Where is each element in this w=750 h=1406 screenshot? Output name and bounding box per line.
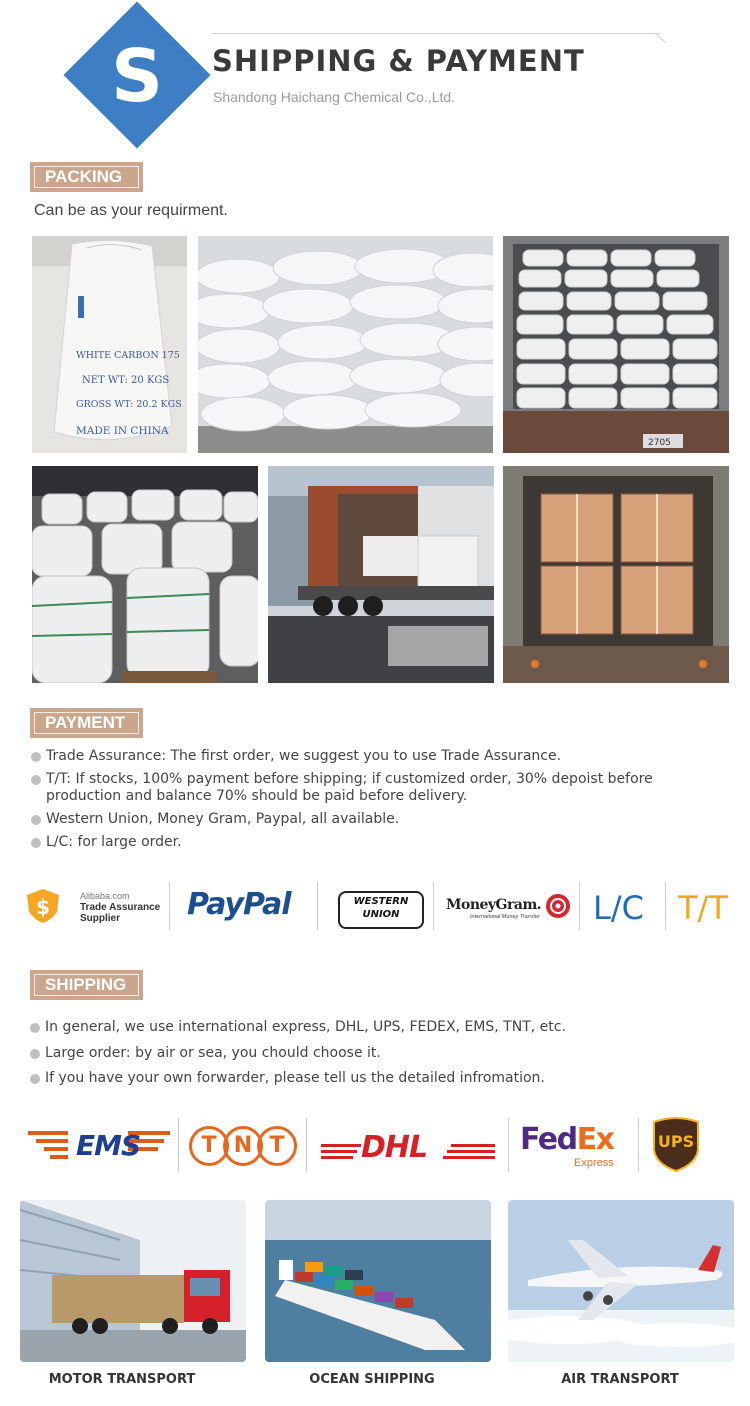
logo-divider [317, 882, 318, 930]
shipping-item-text: If you have your own forwarder, please tell us the detailed infromation. [45, 1070, 545, 1086]
alibaba-site-label: Alibaba.com [80, 891, 130, 901]
logo-divider [178, 1118, 179, 1172]
lc-label: L/C [593, 889, 644, 927]
fedex-ex: Ex [576, 1122, 614, 1157]
tt-label: T/T [678, 889, 728, 927]
transport-caption: OCEAN SHIPPING [309, 1372, 435, 1387]
logo-divider [665, 882, 666, 930]
header-badge-letter: S [111, 34, 163, 118]
payment-item-text: T/T: If stocks, 100% payment before shipping; if customized order, 30% depoist before [46, 771, 653, 787]
page-title: SHIPPING & PAYMENT [212, 44, 585, 78]
alibaba-shield-icon [26, 888, 60, 928]
tnt-letter: T [189, 1126, 229, 1166]
ems-logo [28, 1127, 170, 1163]
bullet-dot [31, 815, 41, 825]
shipping-tag-label: SHIPPING [34, 974, 139, 996]
bullet-dot [31, 838, 41, 848]
shipping-list [30, 1019, 730, 1089]
dhl-text: DHL [361, 1130, 428, 1165]
packing-tag [30, 162, 143, 192]
shipping-tag [30, 970, 143, 1000]
bag-label-line-4: MADE IN CHINA [76, 425, 169, 437]
payment-item-text: L/C: for large order. [46, 834, 182, 850]
svg-text:$: $ [36, 895, 50, 919]
logo-divider [508, 1118, 509, 1172]
header-rule-tick [655, 33, 666, 43]
truck-loading-photo [268, 466, 494, 683]
moneygram-globe-icon [545, 893, 571, 923]
bullet-dot [31, 775, 41, 785]
packing-tag-label: PACKING [34, 166, 139, 188]
bullet-dot [30, 1074, 40, 1084]
bullet-dot [30, 1023, 40, 1033]
shipping-item-text: In general, we use international express, DHL, UPS, FEDEX, EMS, TNT, etc. [45, 1019, 566, 1035]
alibaba-line1: Trade Assurance [80, 902, 161, 913]
truck-photo [20, 1200, 246, 1362]
payment-item-text: production and balance 70% should be paid before delivery. [46, 788, 468, 804]
plane-photo [508, 1200, 734, 1362]
western-union-logo [338, 891, 424, 929]
payment-item-text: Western Union, Money Gram, Paypal, all available. [46, 811, 400, 827]
western-union-line2: UNION [362, 909, 400, 920]
transport-caption: AIR TRANSPORT [561, 1372, 679, 1387]
bullet-dot [31, 752, 41, 762]
dhl-logo [321, 1130, 495, 1164]
header-rule [212, 33, 660, 34]
fedex-express: Express [574, 1157, 614, 1169]
fedex-fed: Fed [520, 1122, 577, 1157]
moneygram-logo: MoneyGram. [446, 897, 542, 913]
packing-note: Can be as your requirment. [34, 202, 228, 219]
payment-list [31, 748, 731, 858]
tnt-letter: N [223, 1126, 263, 1166]
logo-divider [169, 882, 170, 930]
transport-caption: MOTOR TRANSPORT [48, 1372, 196, 1387]
bag-label-line-2: NET WT: 20 KGS [82, 375, 170, 386]
shipping-item-text: Large order: by air or sea, you chould choose it. [45, 1045, 381, 1061]
tnt-logo [189, 1126, 295, 1166]
container-loaded-photo [503, 236, 729, 453]
moneygram-tagline: International Money Transfer [470, 914, 540, 920]
ems-text: EMS [76, 1129, 141, 1162]
stacked-bags-photo [198, 236, 493, 453]
container-cartons-photo [503, 466, 729, 683]
ship-photo [265, 1200, 491, 1362]
bag-label-line-3: GROSS WT: 20.2 KGS [76, 399, 182, 410]
payment-tag-label: PAYMENT [34, 712, 139, 734]
ups-logo [652, 1116, 700, 1172]
company-name: Shandong Haichang Chemical Co.,Ltd. [213, 89, 456, 105]
ups-text: UPS [657, 1132, 695, 1151]
western-union-line1: WESTERN [353, 896, 409, 907]
alibaba-line2: Supplier [80, 913, 121, 924]
tnt-letter: T [257, 1126, 297, 1166]
payment-item-text: Trade Assurance: The first order, we suggest you to use Trade Assurance. [46, 748, 562, 764]
jumbo-bags-photo [32, 466, 258, 683]
paypal-logo: PayPal [187, 887, 291, 922]
container-plate-text: 2705 [648, 438, 671, 448]
bag-label-photo [32, 236, 187, 453]
payment-tag [30, 708, 143, 738]
bag-label-line-1: WHITE CARBON 175 [76, 350, 180, 361]
fedex-logo [520, 1122, 613, 1157]
logo-divider [433, 882, 434, 930]
logo-divider [306, 1118, 307, 1172]
logo-divider [638, 1118, 639, 1172]
bullet-dot [30, 1049, 40, 1059]
logo-divider [579, 882, 580, 930]
